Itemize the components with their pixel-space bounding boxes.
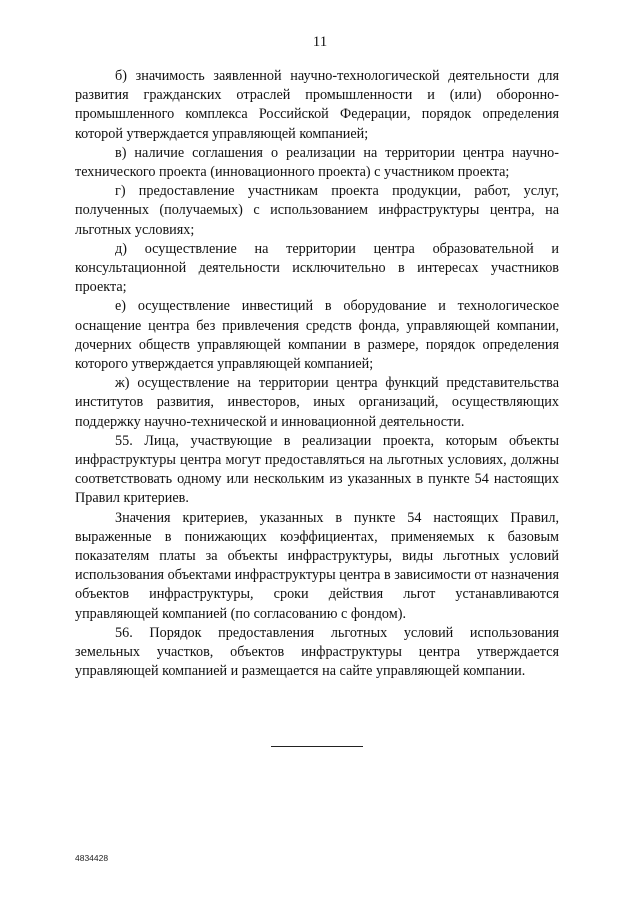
end-separator-line	[271, 746, 363, 747]
paragraph-item-v: в) наличие соглашения о реализации на территории центра научно-технического проекта (инновационного проекта) с участником проекта;	[75, 144, 559, 181]
paragraph-item-zh: ж) осуществление на территории центра функций представительства институтов развития, инвесторов, иных организаций, осуществляющих поддержку научно-технической и инновационной деятельности.	[75, 375, 559, 430]
paragraph-item-b: б) значимость заявленной научно-технологической деятельности для развития гражданских отраслей промышленности и (или) оборонно-промышленного комплекса Российской Федерации, порядок определения которой утверждается управляющей компанией;	[75, 68, 559, 142]
paragraph-item-g: г) предоставление участникам проекта продукции, работ, услуг, полученных (получаемых) с использованием инфраструктуры центра, на льготных условиях;	[75, 183, 559, 238]
page-number: 11	[312, 34, 328, 50]
paragraph-clause-56: 56. Порядок предоставления льготных условий использования земельных участков, объектов инфраструктуры центра утверждается управляющей компанией и размещается на сайте управляющей компании.	[75, 624, 559, 680]
paragraph-item-d: д) осуществление на территории центра образовательной и консультационной деятельности исключительно в интересах участников проекта;	[75, 240, 559, 296]
document-code: 4834428	[75, 853, 109, 863]
document-body	[75, 67, 559, 682]
paragraph-clause-55: 55. Лица, участвующие в реализации проекта, которым объекты инфраструктуры центра могут предоставляться на льготных условиях, должны соответствовать одному или нескольким из указанных в пункте 54 настоящих Правил критериев.	[75, 432, 559, 507]
paragraph-criteria-values: Значения критериев, указанных в пункте 54 настоящих Правил, выраженные в понижающих коэффициентах, применяемых к базовым показателям платы за объекты инфраструктуры, виды льготных условий использования объектами инфраструктуры центра в зависимости от назначения объектов инфраструктуры, сроки действия льгот устанавливаются управляющей компанией (по согласованию с фондом).	[75, 509, 559, 622]
paragraph-item-e: е) осуществление инвестиций в оборудование и технологическое оснащение центра без привлечения средств фонда, управляющей компании, дочерних обществ управляющей компании в размере, порядок определения которого утверждается управляющей компанией;	[75, 298, 559, 373]
